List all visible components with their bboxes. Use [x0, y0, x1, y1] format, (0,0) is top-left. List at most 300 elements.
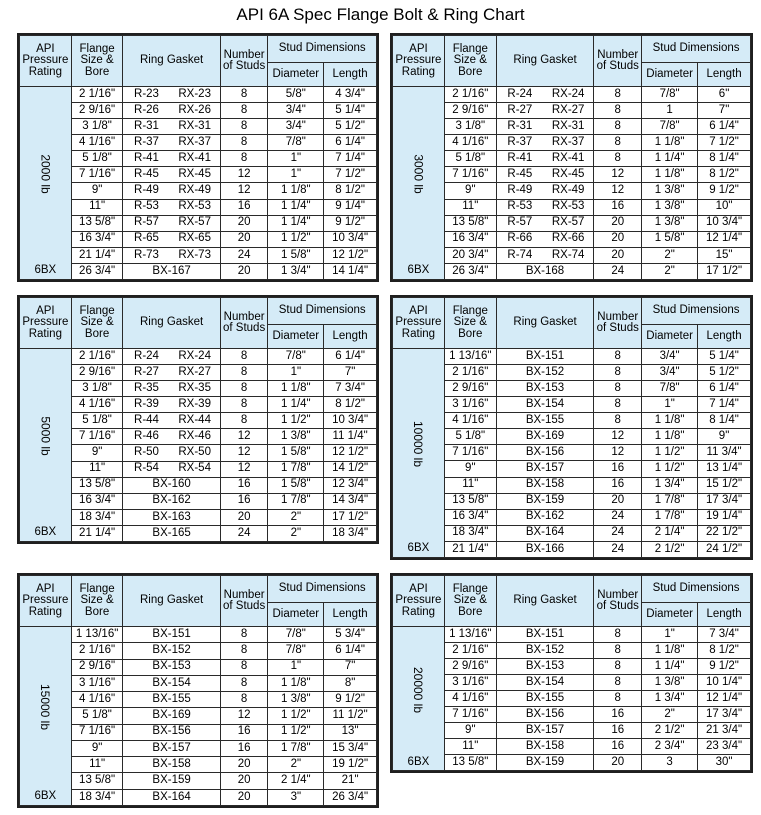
- header-line: Pressure: [395, 54, 442, 67]
- header-line: Rating: [28, 65, 62, 78]
- stud-length-cell: 23 3/4": [698, 739, 751, 755]
- stud-diameter-cell: 1 7/8": [268, 461, 324, 477]
- stud-length-cell: 5 1/4": [324, 103, 377, 119]
- bx-gasket-cell: BX-152: [496, 643, 594, 659]
- stud-length-cell: 10 3/4": [324, 231, 377, 247]
- stud-count-cell: 24: [594, 263, 642, 279]
- stud-diameter-cell: 1 1/8": [268, 183, 324, 199]
- stud-length-cell: 11 1/4": [324, 429, 377, 445]
- rx-gasket-cell: RX-27: [543, 103, 594, 119]
- stud-diameter-cell: 1 3/4": [642, 477, 698, 493]
- bx-gasket-cell: BX-155: [123, 692, 220, 708]
- stud-diameter-cell: 1": [268, 365, 324, 381]
- stud-diameter-cell: 1 3/8": [268, 692, 324, 708]
- header-ring-gasket: Ring Gasket: [496, 576, 594, 627]
- stud-count-cell: 16: [220, 740, 268, 756]
- bx-gasket-cell: BX-153: [123, 659, 220, 675]
- header-pressure-rating: [393, 36, 445, 87]
- header-pressure-rating: [20, 576, 72, 627]
- stud-length-cell: 10 3/4": [698, 215, 751, 231]
- stud-length-cell: 6 1/4": [324, 349, 377, 365]
- stud-count-cell: 12: [594, 445, 642, 461]
- table-row: [393, 723, 751, 739]
- stud-diameter-cell: 7/8": [268, 643, 324, 659]
- table-row: [393, 365, 751, 381]
- r-gasket-cell: R-23: [123, 87, 170, 103]
- stud-length-cell: 6": [698, 87, 751, 103]
- stud-diameter-cell: 1 1/4": [268, 199, 324, 215]
- stud-length-cell: 21 3/4": [698, 723, 751, 739]
- r-gasket-cell: R-65: [123, 231, 170, 247]
- header-ring-gasket: Ring Gasket: [123, 576, 220, 627]
- stud-length-cell: 14 1/4": [324, 263, 377, 279]
- header-line: Pressure: [395, 316, 442, 329]
- header-line: Bore: [458, 65, 483, 78]
- r-gasket-cell: R-45: [496, 167, 543, 183]
- bx-gasket-cell: BX-152: [123, 643, 220, 659]
- stud-diameter-cell: 2": [642, 263, 698, 279]
- table-row: [20, 215, 377, 231]
- stud-count-cell: 8: [220, 103, 268, 119]
- flange-size-cell: 13 5/8": [444, 493, 496, 509]
- header-line: Flange: [452, 304, 488, 317]
- table-row: [20, 349, 377, 365]
- stud-diameter-cell: 7/8": [268, 135, 324, 151]
- header-stud-dimensions: Stud Dimensions: [642, 576, 751, 603]
- stud-count-cell: 8: [594, 365, 642, 381]
- bx-gasket-cell: BX-156: [496, 445, 594, 461]
- r-gasket-cell: R-39: [123, 397, 170, 413]
- stud-count-cell: 8: [594, 381, 642, 397]
- bx-gasket-cell: BX-159: [496, 493, 594, 509]
- table-row: [393, 349, 751, 365]
- flange-size-cell: 13 5/8": [71, 215, 123, 231]
- header-length: Length: [324, 603, 377, 627]
- bx-gasket-cell: BX-154: [496, 675, 594, 691]
- stud-length-cell: 12 1/2": [324, 247, 377, 263]
- stud-length-cell: 12 1/4": [698, 691, 751, 707]
- stud-count-cell: 8: [594, 135, 642, 151]
- stud-diameter-cell: 1 1/2": [642, 461, 698, 477]
- stud-length-cell: 19 1/2": [324, 757, 377, 773]
- bx-gasket-cell: BX-169: [496, 429, 594, 445]
- stud-length-cell: 14 3/4": [324, 493, 377, 509]
- stud-length-cell: 9 1/2": [698, 659, 751, 675]
- bx-gasket-cell: BX-166: [496, 541, 594, 557]
- stud-count-cell: 20: [594, 493, 642, 509]
- stud-count-cell: 20: [594, 755, 642, 771]
- header-line: of Studs: [596, 600, 639, 612]
- r-gasket-cell: R-53: [123, 199, 170, 215]
- header-stud-dimensions: Stud Dimensions: [268, 576, 377, 603]
- r-gasket-cell: R-27: [123, 365, 170, 381]
- stud-diameter-cell: 1 5/8": [642, 231, 698, 247]
- flange-table: [19, 35, 377, 280]
- flange-size-cell: 7 1/16": [444, 445, 496, 461]
- flange-size-cell: 2 1/16": [444, 643, 496, 659]
- stud-count-cell: 8: [594, 103, 642, 119]
- stud-diameter-cell: 1 1/8": [268, 675, 324, 691]
- flange-size-cell: 2 9/16": [444, 381, 496, 397]
- stud-count-cell: 20: [594, 247, 642, 263]
- stud-diameter-cell: 2 1/4": [642, 525, 698, 541]
- pressure-rating-label: 20000 lb: [411, 666, 426, 714]
- stud-diameter-cell: 7/8": [642, 119, 698, 135]
- header-ring-gasket: Ring Gasket: [123, 298, 220, 349]
- stud-count-cell: 8: [220, 365, 268, 381]
- stud-length-cell: 21": [324, 773, 377, 789]
- table-row: [20, 397, 377, 413]
- stud-count-cell: 16: [220, 724, 268, 740]
- header-line: Bore: [84, 327, 110, 340]
- stud-diameter-cell: 2": [268, 509, 324, 525]
- table-row: [20, 103, 377, 119]
- stud-diameter-cell: 2 3/4": [642, 739, 698, 755]
- stud-length-cell: 15 3/4": [324, 740, 377, 756]
- table-row: [393, 87, 751, 103]
- stud-length-cell: 15": [698, 247, 751, 263]
- bx-label-cell: 6BX: [20, 525, 72, 541]
- flange-size-cell: 3 1/16": [444, 397, 496, 413]
- table-row: [20, 199, 377, 215]
- header-line: Size &: [453, 594, 487, 607]
- stud-length-cell: 6 1/4": [698, 119, 751, 135]
- stud-length-cell: 5 1/2": [324, 119, 377, 135]
- bx-gasket-cell: BX-158: [123, 757, 220, 773]
- stud-count-cell: 16: [594, 199, 642, 215]
- flange-size-cell: 16 3/4": [444, 231, 496, 247]
- header-line: of Studs: [223, 322, 266, 334]
- header-number-of-studs: [594, 36, 642, 87]
- stud-diameter-cell: 1 7/8": [642, 493, 698, 509]
- bx-gasket-cell: BX-151: [123, 627, 220, 643]
- rx-gasket-cell: RX-44: [170, 413, 221, 429]
- header-line: Number: [597, 48, 639, 61]
- stud-length-cell: 8 1/2": [324, 183, 377, 199]
- r-gasket-cell: R-35: [123, 381, 170, 397]
- stud-diameter-cell: 1 3/4": [268, 263, 324, 279]
- pressure-rating-label: 3000 lb: [411, 154, 426, 195]
- pressure-rating-cell: [20, 87, 72, 264]
- stud-diameter-cell: 3": [268, 789, 324, 805]
- table-row: [393, 167, 751, 183]
- stud-diameter-cell: 1 1/4": [268, 215, 324, 231]
- stud-diameter-cell: 2": [642, 707, 698, 723]
- stud-count-cell: 16: [594, 707, 642, 723]
- bx-gasket-cell: BX-164: [496, 525, 594, 541]
- header-line: API: [409, 304, 428, 317]
- rx-gasket-cell: RX-49: [170, 183, 221, 199]
- flange-size-cell: 2 1/16": [71, 349, 123, 365]
- stud-length-cell: 6 1/4": [324, 643, 377, 659]
- pressure-rating-label: 5000 lb: [38, 416, 53, 457]
- r-gasket-cell: R-46: [123, 429, 170, 445]
- stud-length-cell: 8 1/4": [698, 151, 751, 167]
- stud-length-cell: 14 1/2": [324, 461, 377, 477]
- flange-size-cell: 2 1/16": [444, 87, 496, 103]
- flange-size-cell: 1 13/16": [444, 349, 496, 365]
- stud-count-cell: 24: [594, 541, 642, 557]
- stud-length-cell: 17 1/2": [324, 509, 377, 525]
- stud-length-cell: 10 1/4": [698, 675, 751, 691]
- bx-label-cell: 6BX: [20, 789, 72, 805]
- flange-size-cell: 2 9/16": [71, 365, 123, 381]
- bx-gasket-cell: BX-152: [496, 365, 594, 381]
- stud-count-cell: 8: [594, 413, 642, 429]
- table-row: [20, 493, 377, 509]
- table-row: [393, 247, 751, 263]
- rx-gasket-cell: RX-73: [170, 247, 221, 263]
- flange-table: [19, 297, 377, 542]
- stud-count-cell: 20: [594, 215, 642, 231]
- header-flange-size: [444, 576, 496, 627]
- header-line: Number: [597, 310, 639, 323]
- rx-gasket-cell: RX-37: [543, 135, 594, 151]
- table-row: [20, 87, 377, 103]
- rx-gasket-cell: RX-35: [170, 381, 221, 397]
- flange-table: [392, 35, 751, 280]
- flange-size-cell: 2 1/16": [71, 643, 123, 659]
- bx-gasket-cell: BX-159: [123, 773, 220, 789]
- stud-diameter-cell: 1 5/8": [268, 445, 324, 461]
- stud-length-cell: 13": [324, 724, 377, 740]
- header-line: Flange: [79, 42, 115, 55]
- flange-size-cell: 11": [444, 739, 496, 755]
- rx-gasket-cell: RX-24: [170, 349, 221, 365]
- header-line: Number: [223, 588, 265, 601]
- header-stud-dimensions: Stud Dimensions: [642, 298, 751, 325]
- table-row: [393, 263, 751, 279]
- stud-diameter-cell: 7/8": [642, 87, 698, 103]
- stud-diameter-cell: 1 3/8": [642, 215, 698, 231]
- stud-count-cell: 20: [220, 773, 268, 789]
- flange-size-cell: 7 1/16": [444, 707, 496, 723]
- header-ring-gasket: Ring Gasket: [123, 36, 220, 87]
- table-row: [20, 643, 377, 659]
- table-row: [393, 445, 751, 461]
- flange-size-cell: 18 3/4": [71, 789, 123, 805]
- r-gasket-cell: R-54: [123, 461, 170, 477]
- header-line: Number: [223, 310, 265, 323]
- table-row: [393, 493, 751, 509]
- header-line: Size &: [80, 594, 114, 607]
- stud-count-cell: 8: [594, 675, 642, 691]
- bx-label-cell: 6BX: [393, 541, 445, 557]
- rx-gasket-cell: RX-53: [543, 199, 594, 215]
- table-row: [20, 429, 377, 445]
- r-gasket-cell: R-41: [123, 151, 170, 167]
- table-row: [20, 789, 377, 805]
- stud-diameter-cell: 2 1/2": [642, 723, 698, 739]
- header-line: API: [36, 582, 55, 595]
- table-2000-lb: [17, 33, 379, 282]
- header-line: Rating: [401, 605, 436, 618]
- flange-size-cell: 21 1/4": [71, 525, 123, 541]
- header-line: Size &: [80, 54, 114, 67]
- table-row: [393, 643, 751, 659]
- stud-count-cell: 24: [594, 509, 642, 525]
- flange-size-cell: 26 3/4": [71, 263, 123, 279]
- header-line: Bore: [84, 605, 110, 618]
- table-10000-lb: [390, 295, 753, 560]
- header-number-of-studs: [220, 36, 268, 87]
- stud-length-cell: 5 1/2": [698, 365, 751, 381]
- stud-diameter-cell: 2": [642, 247, 698, 263]
- rx-gasket-cell: RX-65: [170, 231, 221, 247]
- stud-length-cell: 7 3/4": [324, 381, 377, 397]
- r-gasket-cell: R-45: [123, 167, 170, 183]
- header-diameter: Diameter: [268, 603, 324, 627]
- stud-length-cell: 7 3/4": [698, 627, 751, 643]
- header-line: Pressure: [22, 54, 69, 67]
- stud-diameter-cell: 7/8": [268, 627, 324, 643]
- stud-length-cell: 7": [698, 103, 751, 119]
- r-gasket-cell: R-24: [496, 87, 543, 103]
- table-row: [20, 445, 377, 461]
- stud-length-cell: 10": [698, 199, 751, 215]
- stud-length-cell: 8 1/2": [698, 643, 751, 659]
- stud-count-cell: 16: [220, 199, 268, 215]
- stud-count-cell: 8: [220, 381, 268, 397]
- stud-diameter-cell: 1 7/8": [642, 509, 698, 525]
- stud-count-cell: 20: [220, 231, 268, 247]
- stud-count-cell: 12: [594, 183, 642, 199]
- r-gasket-cell: R-53: [496, 199, 543, 215]
- stud-diameter-cell: 1 1/8": [642, 643, 698, 659]
- flange-size-cell: 2 9/16": [71, 659, 123, 675]
- bx-gasket-cell: BX-157: [496, 461, 594, 477]
- table-row: [393, 477, 751, 493]
- pressure-rating-label: 15000 lb: [38, 684, 53, 731]
- rx-gasket-cell: RX-66: [543, 231, 594, 247]
- stud-length-cell: 24 1/2": [698, 541, 751, 557]
- header-line: Flange: [79, 304, 115, 317]
- header-pressure-rating: [20, 36, 72, 87]
- stud-count-cell: 20: [220, 789, 268, 805]
- table-row: [20, 675, 377, 691]
- stud-count-cell: 20: [220, 509, 268, 525]
- bx-gasket-cell: BX-158: [496, 739, 594, 755]
- bx-label-cell: 6BX: [393, 755, 445, 771]
- stud-diameter-cell: 1 5/8": [268, 247, 324, 263]
- flange-size-cell: 3 1/8": [71, 381, 123, 397]
- stud-diameter-cell: 1 1/8": [642, 413, 698, 429]
- stud-length-cell: 9": [698, 429, 751, 445]
- r-gasket-cell: R-37: [496, 135, 543, 151]
- stud-count-cell: 12: [594, 429, 642, 445]
- stud-diameter-cell: 1 3/8": [268, 429, 324, 445]
- header-line: Bore: [458, 327, 483, 340]
- flange-size-cell: 11": [71, 757, 123, 773]
- table-row: [393, 381, 751, 397]
- r-gasket-cell: R-57: [123, 215, 170, 231]
- bx-gasket-cell: BX-158: [496, 477, 594, 493]
- stud-count-cell: 24: [594, 525, 642, 541]
- header-line: Rating: [28, 605, 62, 618]
- stud-diameter-cell: 5/8": [268, 87, 324, 103]
- table-row: [393, 691, 751, 707]
- flange-size-cell: 16 3/4": [444, 509, 496, 525]
- table-row: [393, 541, 751, 557]
- header-line: Pressure: [22, 316, 69, 329]
- flange-size-cell: 18 3/4": [444, 525, 496, 541]
- rx-gasket-cell: RX-45: [543, 167, 594, 183]
- flange-table: [392, 297, 751, 558]
- flange-size-cell: 11": [444, 477, 496, 493]
- stud-diameter-cell: 1 1/4": [268, 397, 324, 413]
- stud-diameter-cell: 7/8": [642, 381, 698, 397]
- pressure-rating-cell: [393, 627, 445, 755]
- header-length: Length: [698, 603, 751, 627]
- stud-diameter-cell: 3: [642, 755, 698, 771]
- stud-length-cell: 9 1/2": [324, 215, 377, 231]
- header-line: Size &: [80, 316, 114, 329]
- header-line: Flange: [79, 582, 115, 595]
- stud-diameter-cell: 1 1/8": [642, 167, 698, 183]
- r-gasket-cell: R-49: [123, 183, 170, 199]
- stud-diameter-cell: 1 3/8": [642, 199, 698, 215]
- stud-length-cell: 15 1/2": [698, 477, 751, 493]
- rx-gasket-cell: RX-74: [543, 247, 594, 263]
- header-diameter: Diameter: [642, 63, 698, 87]
- header-length: Length: [324, 63, 377, 87]
- stud-diameter-cell: 1 3/8": [642, 675, 698, 691]
- stud-length-cell: 7 1/2": [324, 167, 377, 183]
- header-number-of-studs: [220, 298, 268, 349]
- flange-size-cell: 5 1/8": [444, 429, 496, 445]
- pressure-rating-cell: [393, 349, 445, 542]
- rx-gasket-cell: RX-53: [170, 199, 221, 215]
- r-gasket-cell: R-49: [496, 183, 543, 199]
- stud-count-cell: 16: [594, 739, 642, 755]
- r-gasket-cell: R-31: [496, 119, 543, 135]
- header-line: Bore: [458, 605, 483, 618]
- table-row: [393, 183, 751, 199]
- table-row: [393, 199, 751, 215]
- stud-diameter-cell: 1 1/8": [642, 135, 698, 151]
- rx-gasket-cell: RX-23: [170, 87, 221, 103]
- pressure-rating-label: 10000 lb: [411, 421, 426, 468]
- stud-count-cell: 12: [220, 167, 268, 183]
- flange-size-cell: 18 3/4": [71, 509, 123, 525]
- stud-count-cell: 8: [220, 692, 268, 708]
- rx-gasket-cell: RX-26: [170, 103, 221, 119]
- table-row: [20, 740, 377, 756]
- stud-diameter-cell: 1 7/8": [268, 740, 324, 756]
- header-flange-size: [71, 576, 123, 627]
- stud-length-cell: 12 1/2": [324, 445, 377, 461]
- rx-gasket-cell: RX-57: [543, 215, 594, 231]
- table-row: [393, 215, 751, 231]
- flange-size-cell: 4 1/16": [444, 135, 496, 151]
- table-row: [20, 659, 377, 675]
- flange-size-cell: 16 3/4": [71, 231, 123, 247]
- table-row: [20, 757, 377, 773]
- flange-size-cell: 7 1/16": [71, 167, 123, 183]
- stud-diameter-cell: 1 1/4": [642, 659, 698, 675]
- flange-size-cell: 2 9/16": [444, 659, 496, 675]
- table-row: [393, 509, 751, 525]
- header-stud-dimensions: Stud Dimensions: [642, 36, 751, 63]
- table-row: [20, 231, 377, 247]
- header-line: API: [409, 42, 428, 55]
- flange-size-cell: 16 3/4": [71, 493, 123, 509]
- table-row: [20, 692, 377, 708]
- stud-length-cell: 17 3/4": [698, 493, 751, 509]
- rx-gasket-cell: RX-45: [170, 167, 221, 183]
- table-row: [393, 103, 751, 119]
- stud-diameter-cell: 1 1/2": [642, 445, 698, 461]
